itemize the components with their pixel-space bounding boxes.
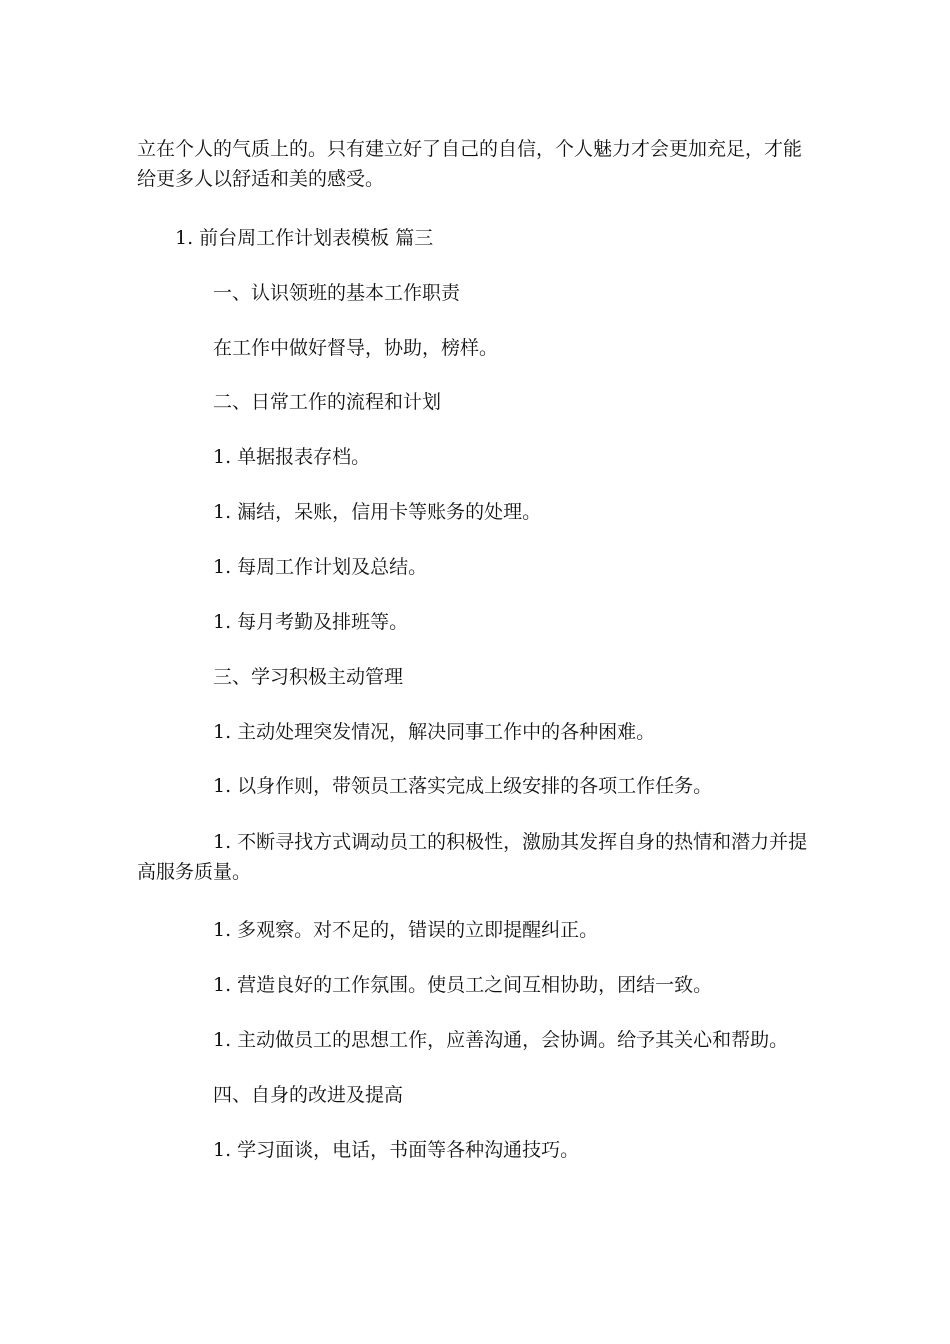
list-item: 1. 不断寻找方式调动员工的积极性，激励其发挥自身的热情和潜力并提高服务质量。 [137, 831, 808, 883]
list-item: 1. 多观察。对不足的，错误的立即提醒纠正。 [213, 919, 599, 941]
list-item: 1. 以身作则，带领员工落实完成上级安排的各项工作任务。 [213, 775, 713, 797]
list-item: 1. 主动做员工的思想工作，应善沟通，会协调。给予其关心和帮助。 [213, 1029, 789, 1051]
paragraph-duty: 在工作中做好督导，协助，榜样。 [213, 337, 499, 359]
list-item: 1. 学习面谈，电话，书面等各种沟通技巧。 [213, 1139, 580, 1161]
list-item: 1. 漏结，呆账，信用卡等账务的处理。 [213, 501, 542, 523]
list-item: 1. 营造良好的工作氛围。使员工之间互相协助，团结一致。 [213, 974, 713, 996]
heading-proactive-management: 三、学习积极主动管理 [213, 666, 404, 688]
intro-paragraph: 立在个人的气质上的。只有建立好了自己的自信，个人魅力才会更加充足，才能给更多人以舒适和美的感受。 [137, 138, 803, 190]
list-item: 1. 单据报表存档。 [213, 446, 371, 468]
heading-duties: 一、认识领班的基本工作职责 [213, 282, 461, 304]
section-title: 1. 前台周工作计划表模板 篇三 [175, 227, 434, 249]
heading-daily-workflow: 二、日常工作的流程和计划 [213, 391, 442, 413]
heading-self-improvement: 四、自身的改进及提高 [213, 1084, 404, 1106]
list-item: 1. 每月考勤及排班等。 [213, 611, 409, 633]
list-item: 1. 每周工作计划及总结。 [213, 556, 428, 578]
list-item: 1. 主动处理突发情况，解决同事工作中的各种困难。 [213, 721, 656, 743]
